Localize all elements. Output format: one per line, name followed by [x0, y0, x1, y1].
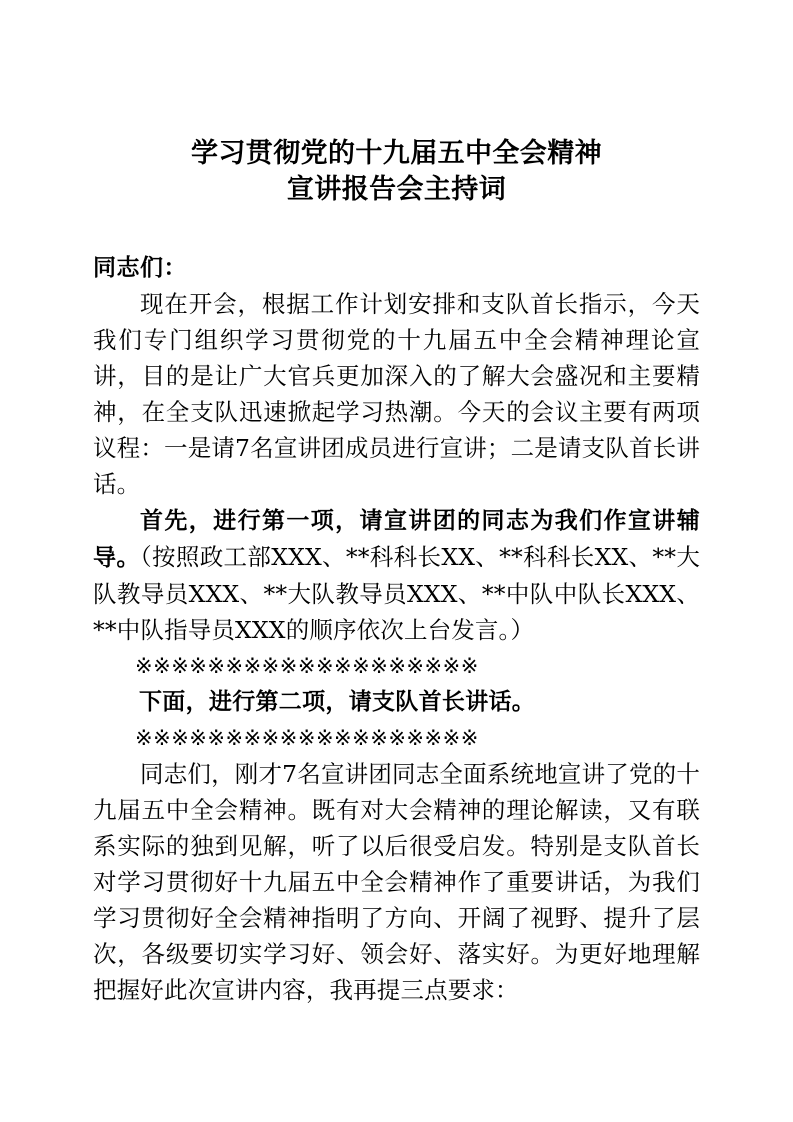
title-body-spacer	[93, 208, 700, 250]
paragraph-second-agenda-item: 下面，进行第二项，请支队首长讲话。	[139, 689, 536, 715]
title-line-1: 学习贯彻党的十九届五中全会精神	[191, 138, 602, 169]
document-content	[93, 0, 700, 1008]
paragraph-closing-remarks: 同志们，刚才7名宣讲团同志全面系统地宣讲了党的十九届五中全会精神。既有对大会精神的理论解读，又有联系实际的独到见解，听了以后很受启发。特别是支队首长对学习贯彻好十九届五中全会精神作了重要讲话，为我们学习贯彻好全会精神指明了方向、开阔了视野、提升了层次，各级要切实学习好、领会好、落实好。为更好地理解把握好此次宣讲内容，我再提三点要求：	[93, 760, 700, 1004]
first-agenda-detail: （按照政工部XXX、**科科长XX、**科科长XX、**大队教导员XXX、**大队教导员XXX、**中队中队长XXX、**中队指导员XXX的顺序依次上台发言。）	[93, 543, 700, 644]
page-title	[93, 0, 700, 208]
paragraph-first-agenda-item	[93, 502, 700, 648]
section-separator-first: ※※※※※※※※※※※※※※※※※※※	[135, 654, 479, 678]
salutation: 同志们：	[93, 255, 187, 281]
paragraph-opening-remarks: 现在开会，根据工作计划安排和支队首长指示，今天我们专门组织学习贯彻党的十九届五中全会精神理论宣讲，目的是让广大官兵更加深入的了解大会盛况和主要精神，在全支队迅速掀起学习热潮。今天的会议主要有两项议程：一是请7名宣讲团成员进行宣讲；二是请支队首长讲话。	[93, 290, 700, 498]
first-agenda-lead: 首先，进行第一项，请宣讲团的同志为我们作宣讲辅导。	[93, 508, 700, 571]
title-line-2: 宣讲报告会主持词	[286, 174, 507, 205]
section-separator-second: ※※※※※※※※※※※※※※※※※※※	[135, 726, 479, 750]
